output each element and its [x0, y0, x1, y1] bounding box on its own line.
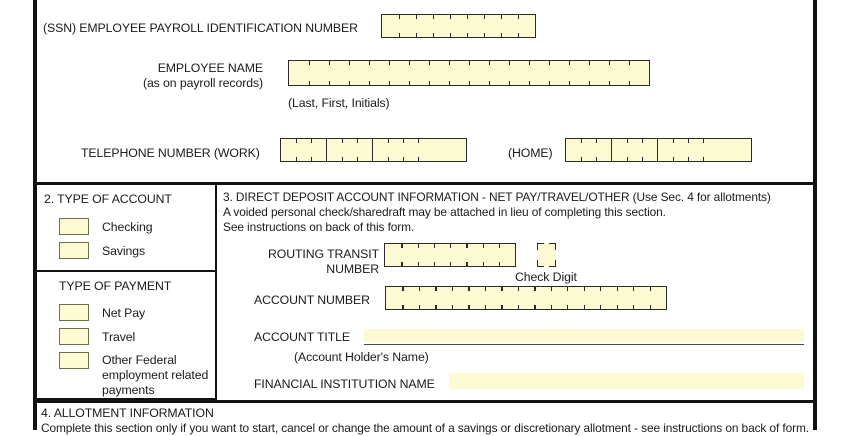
- account-cell[interactable]: [518, 287, 534, 309]
- checkbox-net-pay[interactable]: [59, 304, 89, 321]
- phone-cell[interactable]: [373, 139, 388, 161]
- section-2-type-of-account: [37, 185, 217, 272]
- phone-cell[interactable]: [342, 139, 357, 161]
- section-3-subtext-line2: See instructions on back of this form.: [223, 220, 415, 234]
- routing-number-label-line1: ROUTING TRANSIT: [268, 247, 379, 261]
- phone-cell[interactable]: [311, 139, 326, 161]
- phone-cell[interactable]: [403, 139, 418, 161]
- phone-cell[interactable]: [596, 139, 611, 161]
- routing-cell[interactable]: [434, 244, 450, 266]
- ssn-cell[interactable]: [399, 15, 416, 37]
- employee-name-label-line1: EMPLOYEE NAME: [157, 61, 263, 75]
- phone-group-line[interactable]: [372, 139, 433, 161]
- account-cell[interactable]: [501, 287, 517, 309]
- phone-group-prefix[interactable]: [611, 139, 657, 161]
- account-cell[interactable]: [633, 287, 649, 309]
- phone-cell[interactable]: [327, 139, 342, 161]
- routing-cell[interactable]: [385, 244, 401, 266]
- financial-institution-label: FINANCIAL INSTITUTION NAME: [254, 377, 435, 391]
- account-cell[interactable]: [386, 287, 402, 309]
- account-cell[interactable]: [419, 287, 435, 309]
- bracket-top-left: [537, 243, 544, 250]
- name-cell[interactable]: [489, 61, 509, 85]
- name-cell[interactable]: [429, 61, 449, 85]
- phone-cell[interactable]: [418, 139, 433, 161]
- employee-name-input[interactable]: [288, 60, 650, 86]
- routing-cell[interactable]: [450, 244, 466, 266]
- phone-group-line[interactable]: [657, 139, 718, 161]
- account-cell[interactable]: [551, 287, 567, 309]
- name-cell[interactable]: [409, 61, 429, 85]
- name-cell[interactable]: [509, 61, 529, 85]
- checkbox-checking-label: Checking: [102, 220, 153, 234]
- name-cell[interactable]: [449, 61, 469, 85]
- phone-cell[interactable]: [612, 139, 627, 161]
- ssn-cell[interactable]: [433, 15, 450, 37]
- checkbox-checking[interactable]: [59, 218, 89, 235]
- phone-cell[interactable]: [673, 139, 688, 161]
- ssn-cell[interactable]: [467, 15, 484, 37]
- section-2-heading: 2. TYPE OF ACCOUNT: [44, 192, 172, 206]
- account-title-input[interactable]: [364, 329, 804, 345]
- ssn-input[interactable]: [381, 14, 536, 38]
- name-cell[interactable]: [529, 61, 549, 85]
- checkbox-travel-label: Travel: [102, 330, 136, 344]
- section-3-subtext-line1: A voided personal check/sharedraft may be attached in lieu of completing this section.: [223, 205, 666, 219]
- phone-group-prefix[interactable]: [326, 139, 372, 161]
- phone-cell[interactable]: [688, 139, 703, 161]
- account-title-hint: (Account Holder's Name): [294, 350, 429, 364]
- bracket-bottom-left: [537, 260, 544, 267]
- checkbox-other-federal-label-line2: employment related: [102, 368, 209, 382]
- section-3-heading: 3. DIRECT DEPOSIT ACCOUNT INFORMATION - NET PAY/TRAVEL/OTHER (Use Sec. 4 for allotments): [223, 190, 771, 204]
- name-cell[interactable]: [569, 61, 589, 85]
- name-cell[interactable]: [629, 61, 649, 85]
- checkbox-other-federal-label-line3: payments: [102, 383, 155, 397]
- type-of-payment-heading: TYPE OF PAYMENT: [59, 279, 172, 293]
- employee-name-hint: (Last, First, Initials): [288, 96, 390, 110]
- account-number-input[interactable]: [385, 286, 667, 310]
- account-cell[interactable]: [617, 287, 633, 309]
- ssn-cell[interactable]: [518, 15, 535, 37]
- checkbox-net-pay-label: Net Pay: [102, 306, 146, 320]
- phone-group-area[interactable]: [281, 139, 326, 161]
- account-cell[interactable]: [485, 287, 501, 309]
- name-cell[interactable]: [589, 61, 609, 85]
- section-4-allotment-information: [37, 403, 817, 435]
- phone-cell[interactable]: [658, 139, 673, 161]
- name-cell[interactable]: [549, 61, 569, 85]
- telephone-home-label: (HOME): [508, 146, 553, 160]
- ssn-cell[interactable]: [382, 15, 399, 37]
- checkbox-savings[interactable]: [59, 242, 89, 259]
- phone-group-area[interactable]: [566, 139, 611, 161]
- ssn-cell[interactable]: [501, 15, 518, 37]
- account-cell[interactable]: [600, 287, 616, 309]
- section-4-heading: 4. ALLOTMENT INFORMATION: [41, 406, 214, 420]
- phone-cell[interactable]: [642, 139, 657, 161]
- phone-cell[interactable]: [357, 139, 372, 161]
- routing-number-input[interactable]: [384, 243, 516, 267]
- bracket-bottom-right: [549, 260, 556, 267]
- name-cell[interactable]: [369, 61, 389, 85]
- routing-cell[interactable]: [483, 244, 499, 266]
- checkbox-travel[interactable]: [59, 328, 89, 345]
- account-cell[interactable]: [650, 287, 666, 309]
- section-3-direct-deposit: [219, 185, 817, 400]
- name-cell[interactable]: [349, 61, 369, 85]
- checkbox-other-federal[interactable]: [59, 352, 89, 369]
- type-of-payment-group: [37, 272, 217, 400]
- routing-cell[interactable]: [466, 244, 482, 266]
- check-digit-input[interactable]: [537, 243, 556, 267]
- check-digit-label: Check Digit: [515, 270, 577, 284]
- account-title-underline: [364, 344, 804, 345]
- phone-cell[interactable]: [566, 139, 581, 161]
- routing-cell[interactable]: [499, 244, 515, 266]
- bracket-top-right: [549, 243, 556, 250]
- phone-cell[interactable]: [581, 139, 596, 161]
- phone-cell[interactable]: [703, 139, 718, 161]
- routing-cell[interactable]: [418, 244, 434, 266]
- account-cell[interactable]: [402, 287, 418, 309]
- employee-name-label-line2: (as on payroll records): [142, 76, 263, 90]
- account-cell[interactable]: [435, 287, 451, 309]
- phone-cell[interactable]: [388, 139, 403, 161]
- name-cell[interactable]: [289, 61, 309, 85]
- name-cell[interactable]: [309, 61, 329, 85]
- telephone-work-label: TELEPHONE NUMBER (WORK): [81, 146, 260, 160]
- telephone-home-input[interactable]: [565, 138, 752, 162]
- name-cell[interactable]: [469, 61, 489, 85]
- account-cell[interactable]: [452, 287, 468, 309]
- routing-cell[interactable]: [401, 244, 417, 266]
- account-title-label: ACCOUNT TITLE: [254, 330, 350, 344]
- checkbox-other-federal-label-line1: Other Federal: [102, 353, 177, 367]
- phone-cell[interactable]: [296, 139, 311, 161]
- phone-cell[interactable]: [281, 139, 296, 161]
- financial-institution-input[interactable]: [449, 373, 804, 389]
- ssn-cell[interactable]: [416, 15, 433, 37]
- ssn-cell[interactable]: [484, 15, 501, 37]
- account-cell[interactable]: [567, 287, 583, 309]
- account-cell[interactable]: [468, 287, 484, 309]
- section-1-employee-information: [33, 0, 817, 182]
- name-cell[interactable]: [389, 61, 409, 85]
- checkbox-savings-label: Savings: [102, 244, 146, 258]
- routing-number-label-line2: NUMBER: [326, 262, 379, 276]
- account-number-label: ACCOUNT NUMBER: [254, 293, 370, 307]
- account-cell[interactable]: [534, 287, 550, 309]
- ssn-cell[interactable]: [450, 15, 467, 37]
- telephone-work-input[interactable]: [280, 138, 467, 162]
- ssn-label: (SSN) EMPLOYEE PAYROLL IDENTIFICATION NUMBER: [43, 21, 358, 35]
- section-4-instruction: Complete this section only if you want to start, cancel or change the amount of a savings or discretionary allotment - see instructions on back of form.: [41, 421, 809, 435]
- account-cell[interactable]: [584, 287, 600, 309]
- phone-cell[interactable]: [627, 139, 642, 161]
- account-title-fill: [364, 329, 804, 342]
- name-cell[interactable]: [329, 61, 349, 85]
- name-cell[interactable]: [609, 61, 629, 85]
